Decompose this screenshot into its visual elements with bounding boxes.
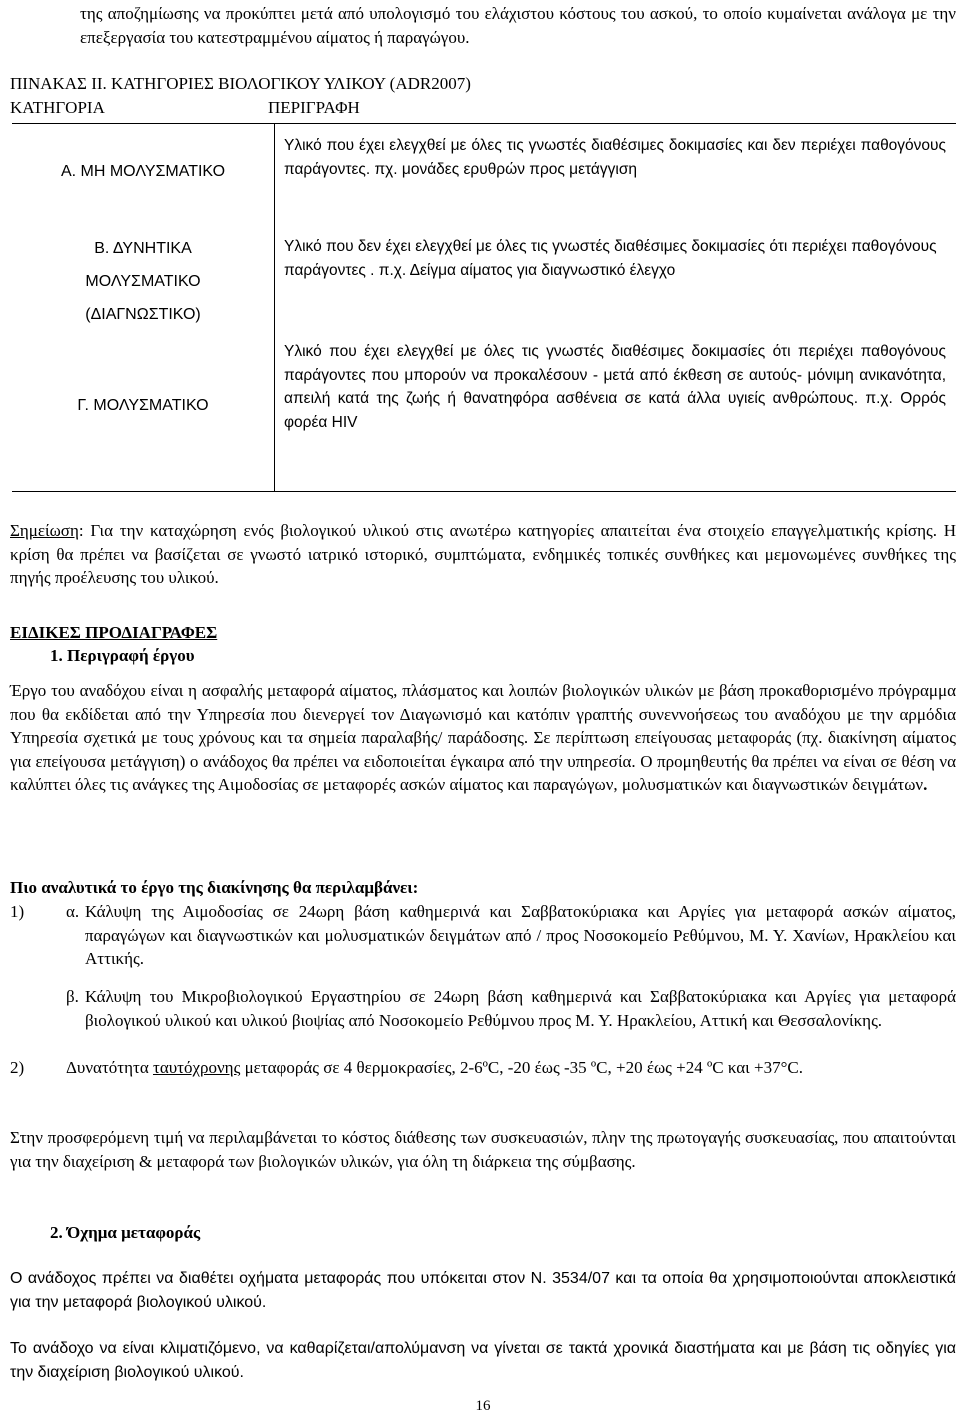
column-header-category: ΚΑΤΗΓΟΡΙΑ — [10, 98, 105, 117]
categories-table — [12, 123, 956, 492]
specs-heading: ΕΙΔΙΚΕΣ ΠΡΟΔΙΑΓΡΑΦΕΣ — [10, 623, 218, 642]
item-2-text — [66, 1056, 936, 1080]
intro-paragraph: της αποζημίωσης να προκύπτει μετά από υπολογισμό του ελάχιστου κόστους του ασκού, το οποίο κυμαίνεται ανάλογα με την επεξεργασία του κατεστραμμένου αίματος ή παραγώγου. — [80, 4, 956, 47]
section-1-paragraph — [10, 679, 956, 797]
cost-paragraph: Στην προσφερόμενη τιμή να περιλαμβάνεται το κόστος διάθεσης των συσκευασιών, πλην της πρωτογαγής συσκευασίας, που απαιτούνται για την διαχείριση & μεταφορά των βιολογικών υλικών, για όλη τη διάρκεια της σύμβασης. — [10, 1128, 956, 1171]
section-1-paragraph-end: . — [923, 775, 928, 794]
note-paragraph — [10, 519, 956, 590]
section-1-paragraph-text: Έργο του αναδόχου είναι η ασφαλής μεταφορά αίματος, πλάσματος και λοιπών βιολογικών υλικών με βάση προκαθορισμένο πρόγραμμα που θα εκδίδεται από την Υπηρεσία που διενεργεί τον Διαγωνισμό και κατόπιν γραπτής συνεννοήσεως του αναδόχου με την αρμόδια Υπηρεσία σχετικά με τους χρόνους και τα σημεία παραλαβής/ παράδοσης. Σε περίπτωση επείγουσας μεταφοράς (πχ. διακίνηση αίματος για επείγουσα μετάγγιση) ο ανάδοχος θα πρέπει να ειδοποιείται έγκαιρα από την υπηρεσία. Ο προμηθευτής θα πρέπει να είναι σε θέση να καλύπτει όλες τις ανάγκες της Αιμοδοσίας σε μεταφορές ασκών αίματος και παραγώγων, μολυσματικών και διαγνωστικών δειγμάτων — [10, 681, 956, 794]
item-2-text-post: μεταφοράς σε 4 θερμοκρασίες, 2-6ºC, -20 έως -35 ºC, +20 έως +24 ºC και +37°C. — [240, 1058, 803, 1077]
category-b-line-3: (ΔΙΑΓΝΩΣΤΙΚΟ) — [85, 306, 201, 323]
item-1b-text: Κάλυψη του Μικροβιολογικού Εργαστηρίου σε 24ωρη βάση καθημερινά και Σαββατοκύριακα και Αργίες για μεταφορά βιολογικού υλικού και υλικού βιοψίας από Νοσοκομείο Ρεθύμνου προς Μ. Υ. Ηρακλείου, Αττική και Θεσσαλονίκης. — [85, 987, 956, 1030]
table-title: ΠΙΝΑΚΑΣ ΙΙ. ΚΑΤΗΓΟΡΙΕΣ ΒΙΟΛΟΓΙΚΟΥ ΥΛΙΚΟΥ (ADR2007) — [10, 74, 471, 93]
category-c: Γ. ΜΟΛΥΣΜΑΤΙΚΟ — [77, 397, 209, 414]
item-1a-label: α. — [66, 902, 80, 921]
item-1b-label: β. — [66, 987, 79, 1006]
category-a: Α. ΜΗ ΜΟΛΥΣΜΑΤΙΚΟ — [60, 163, 226, 180]
section-2-title: 2. Όχημα μεταφοράς — [50, 1223, 201, 1242]
category-b-line-1: Β. ΔΥΝΗΤΙΚΑ — [94, 240, 192, 257]
page-number: 16 — [475, 1398, 491, 1414]
category-b-line-2: ΜΟΛΥΣΜΑΤΙΚΟ — [85, 273, 201, 290]
description-c: Υλικό που έχει ελεγχθεί με όλες τις γνωστές διαθέσιμες δοκιμασίες ότι περιέχει παθογόνους παράγοντες που μπορούν να προκαλέσουν - μετά από έκθεση σε αυτούς- μόνιμη ανικανότητα, απειλή κατά της ζωής ή θανατηφόρα ασθένεια σε κατά άλλα υγιείς ανθρώπους. π.χ. Ορρός φορέα HIV — [284, 343, 946, 431]
detail-heading: Πιο αναλυτικά το έργο της διακίνησης θα περιλαμβάνει: — [10, 878, 419, 897]
section-2-paragraph-1: Ο ανάδοχος πρέπει να διαθέτει οχήματα μεταφοράς που υπόκειται στον Ν. 3534/07 και τα οποία θα χρησιμοποιούνται αποκλειστικά για την μεταφορά βιολογικού υλικού. — [10, 1270, 956, 1311]
section-1-title: 1. Περιγραφή έργου — [50, 646, 195, 665]
item-2-text-pre: Δυνατότητα — [66, 1058, 153, 1077]
column-header-description: ΠΕΡΙΓΡΑΦΗ — [268, 98, 360, 117]
table-divider — [274, 124, 275, 491]
section-2-paragraph-2: Το ανάδοχο να είναι κλιματιζόμενο, να καθαρίζεται/απολύμανση να γίνεται σε τακτά χρονικά διαστήματα και με βάση τις οδηγίες για την διαχείριση βιολογικού υλικού. — [10, 1340, 956, 1381]
item-2-number: 2) — [10, 1058, 25, 1077]
item-1a-text: Κάλυψη της Αιμοδοσίας σε 24ωρη βάση καθημερινά και Σαββατοκύριακα και Αργίες για μεταφορά ασκών αίματος, παραγώγων και διαγνωστικών και μολυσματικών δειγμάτων από / προς Νοσοκομείο Ρεθύμνου, Μ. Υ. Χανίων, Ηρακλείου και Αττικής. — [85, 902, 956, 968]
note-text: : Για την καταχώρηση ενός βιολογικού υλικού στις ανωτέρω κατηγορίες απαιτείται ένα στοιχείο επαγγελματικής κρίσης. Η κρίση θα πρέπει να βασίζεται σε γνωστό ιατρικό ιστορικό, συμπτώματα, ενδημικές τοπικές συνθήκες και μεμονωμένες συνθήκες της πηγής προέλευσης του υλικού. — [10, 521, 956, 587]
note-label: Σημείωση — [10, 521, 79, 540]
description-b: Υλικό που δεν έχει ελεγχθεί με όλες τις γνωστές διαθέσιμες δοκιμασίες ότι περιέχει παθογόνους παράγοντες . π.χ. Δείγμα αίματος για διαγνωστικό έλεγχο — [284, 238, 937, 279]
category-b — [12, 232, 274, 331]
item-1-number: 1) — [10, 902, 25, 921]
description-a: Υλικό που έχει ελεγχθεί με όλες τις γνωστές διαθέσιμες δοκιμασίες και δεν περιέχει παθογόνους παράγοντες. πχ. μονάδες ερυθρών προς μετάγγιση — [284, 137, 946, 178]
item-2-text-underlined: ταυτόχρονης — [152, 1058, 241, 1077]
